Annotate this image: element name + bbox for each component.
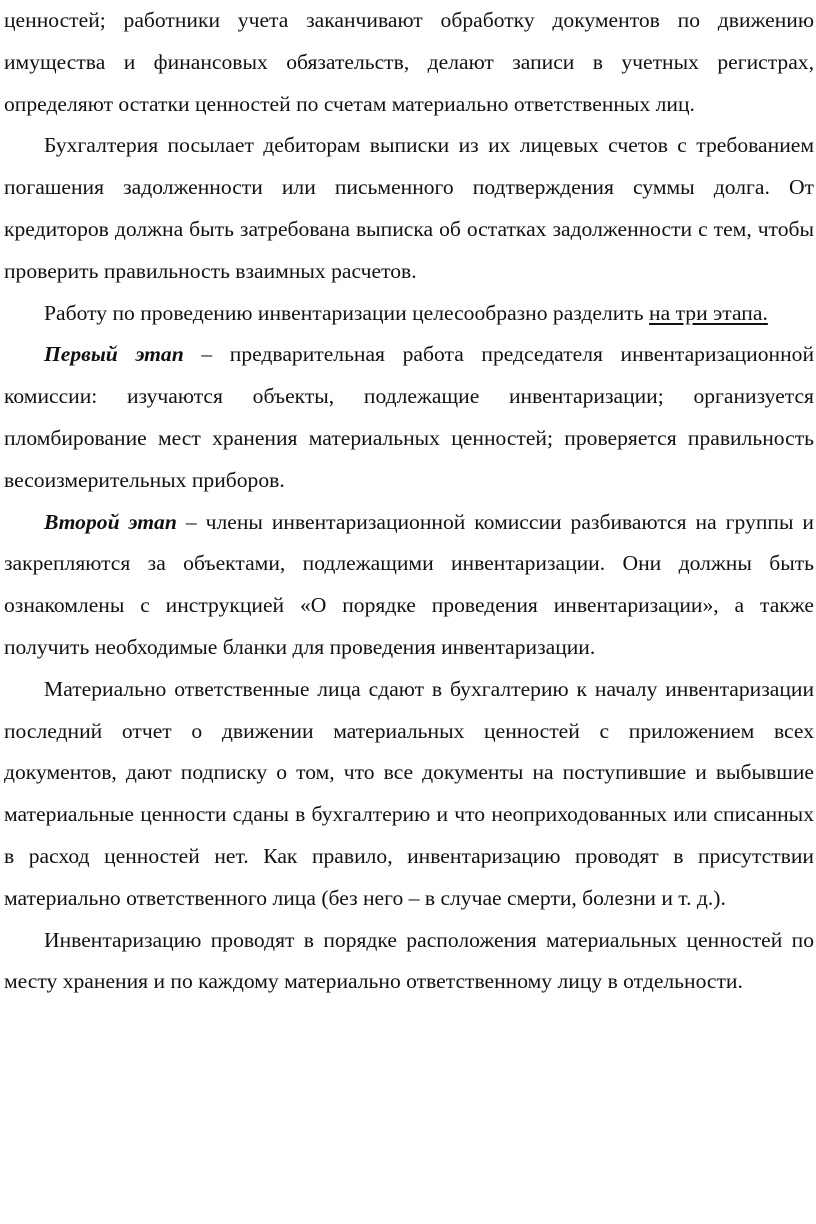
first-stage-term: Первый этап bbox=[44, 342, 184, 367]
document-page bbox=[4, 0, 814, 1003]
three-stages-underlined: на три этапа. bbox=[649, 300, 768, 325]
paragraph-three-stages bbox=[4, 293, 814, 335]
first-stage-text: – предварительная работа председателя инвентаризационной комиссии: изучаются объекты, подлежащие инвентаризации; организуется пломбирование мест хранения материальных ценностей; проверяется правильность весоизмерительных приборов. bbox=[4, 342, 815, 492]
paragraph-continuation: ценностей; работники учета заканчивают обработку документов по движению имущества и финансовых обязательств, делают записи в учетных регистрах, определяют остатки ценностей по счетам материально ответственных лиц. bbox=[4, 8, 814, 116]
paragraph-second-stage bbox=[4, 502, 814, 669]
paragraph-debtors: Бухгалтерия посылает дебиторам выписки из их лицевых счетов с требованием погашения задолженности или письменного подтверждения суммы долга. От кредиторов должна быть затребована выписка об остатках задолженности с тем, чтобы проверить правильность взаимных расчетов. bbox=[4, 133, 814, 283]
paragraph-responsible-persons: Материально ответственные лица сдают в бухгалтерию к началу инвентаризации последний отчет о движении материальных ценностей с приложением всех документов, дают подписку о том, что все документы на поступившие и выбывшие материальные ценности сданы в бухгалтерию и что неоприходованных или списанных в расход ценностей нет. Как правило, инвентаризацию проводят в присутствии материально ответственного лица (без него – в случае смерти, болезни и т. д.). bbox=[4, 676, 814, 910]
three-stages-text: Работу по проведению инвентаризации целесообразно разделить bbox=[44, 300, 650, 325]
paragraph-inventory-order: Инвентаризацию проводят в порядке расположения материальных ценностей по месту хранения и по каждому материально ответственному лицу в отдельности. bbox=[4, 927, 814, 994]
second-stage-term: Второй этап bbox=[44, 509, 177, 534]
paragraph-first-stage bbox=[4, 334, 814, 501]
second-stage-text: – члены инвентаризационной комиссии разбиваются на группы и закрепляются за объектами, подлежащими инвентаризации. Они должны быть ознакомлены с инструкцией «О порядке проведения инвентаризации», а также получить необходимые бланки для проведения инвентаризации. bbox=[4, 509, 814, 659]
